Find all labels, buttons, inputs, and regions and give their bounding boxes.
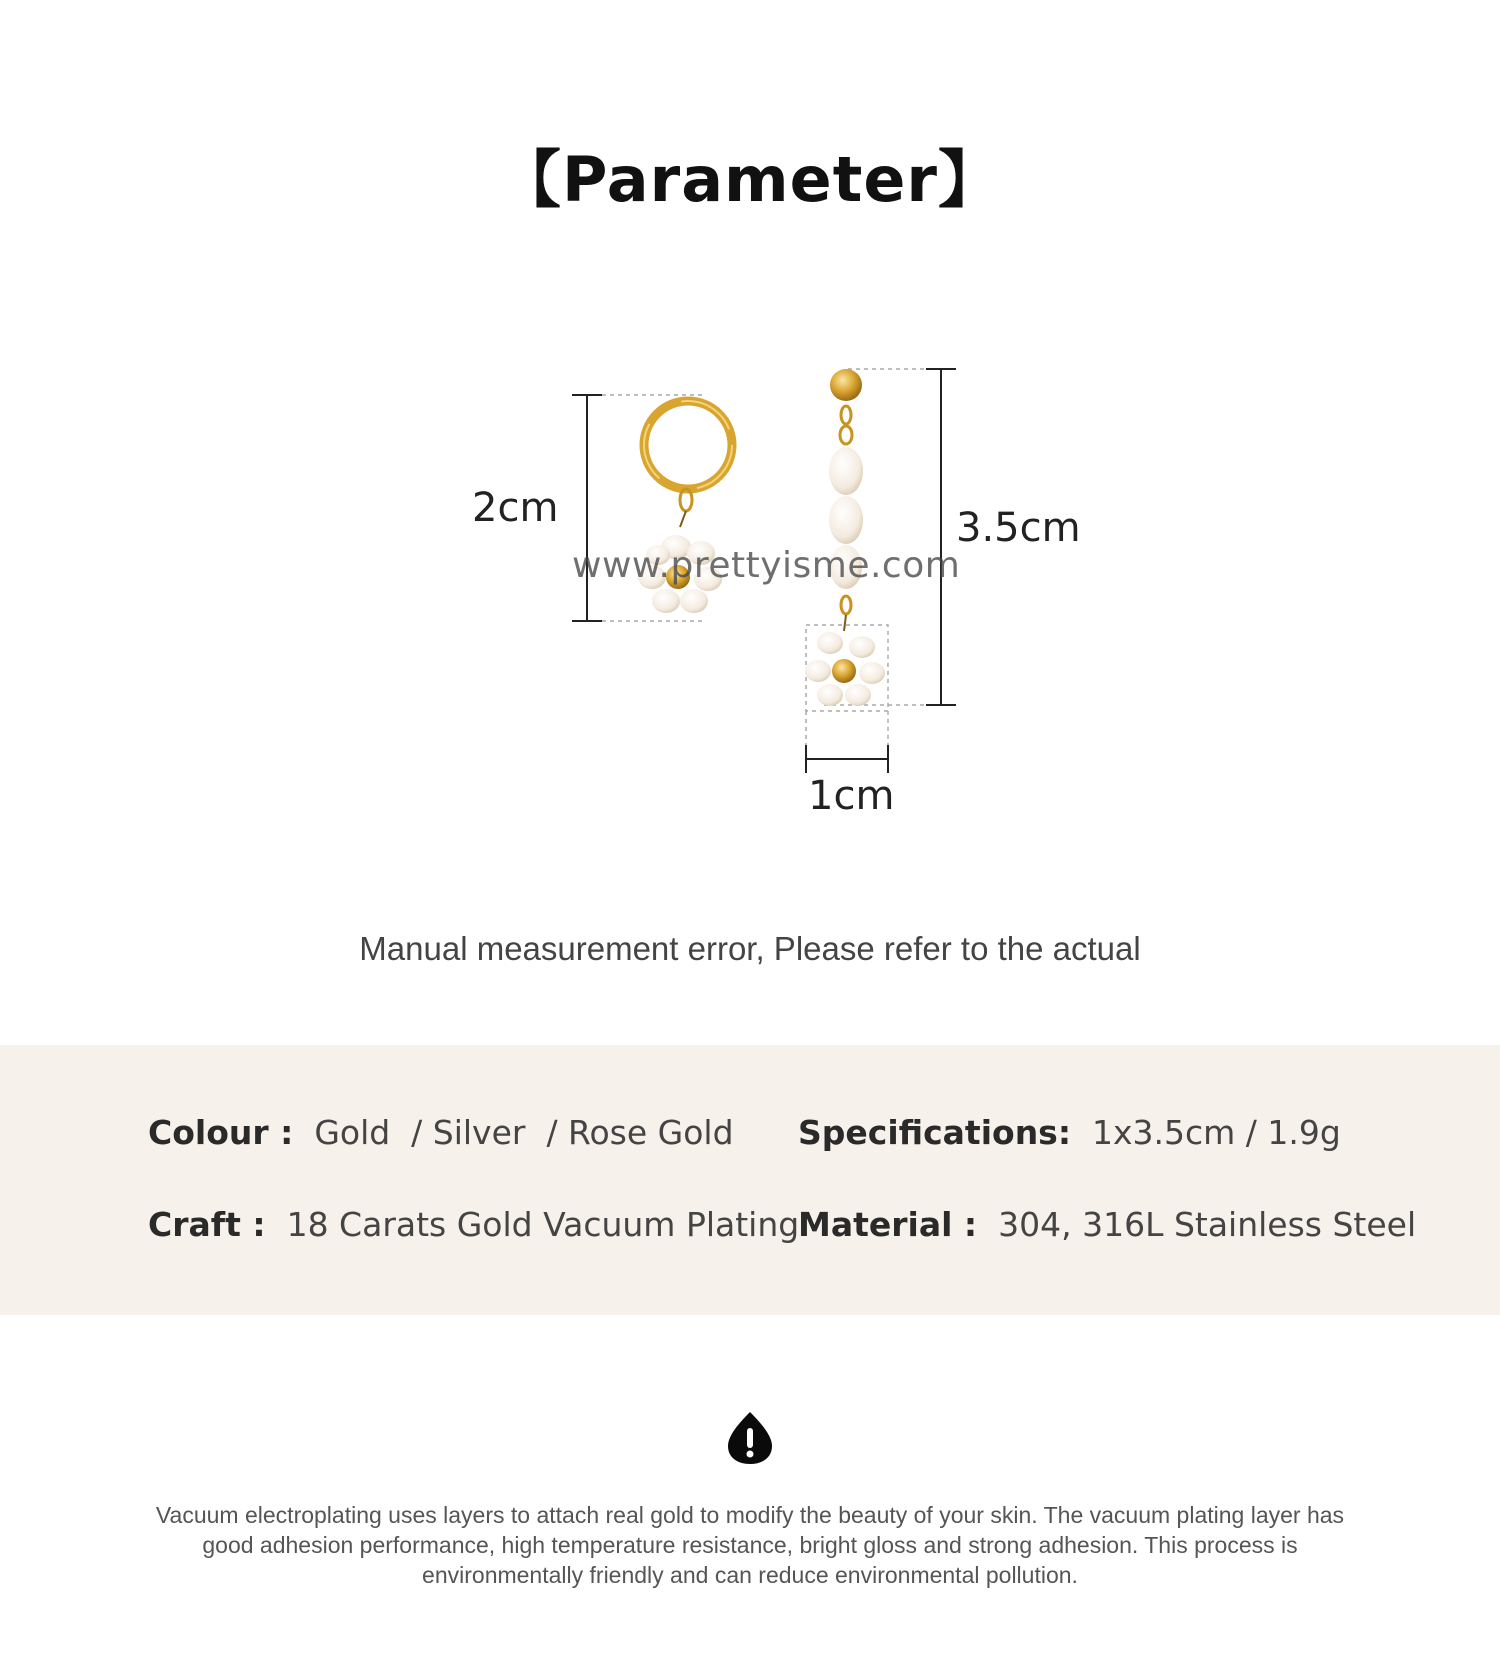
height-label-long: 3.5cm: [956, 505, 1081, 551]
spec-colour: [148, 1113, 734, 1152]
width-bar: [806, 745, 888, 773]
pearl-flower-large: [805, 632, 885, 706]
spec-panel: [0, 1045, 1500, 1315]
spec-craft-label: Craft :: [148, 1205, 266, 1244]
spec-colour-label: Colour :: [148, 1113, 294, 1152]
earrings-illustration: [440, 355, 1100, 835]
page-title: 【Parameter】: [499, 143, 1001, 216]
spec-material: [798, 1205, 1416, 1244]
height-bar-small: [572, 395, 602, 621]
spec-colour-value: Gold / Silver / Rose Gold: [314, 1113, 734, 1152]
watermark: www.prettyisme.com: [572, 545, 961, 586]
height-bar-long: [926, 369, 956, 705]
width-label: 1cm: [808, 773, 895, 819]
plating-disclaimer: Vacuum electroplating uses layers to attach real gold to modify the beauty of your skin. The vacuum plating layer has good adhesion performance, high temperature resistance, bright gloss and strong adhesion. This process is environmentally friendly and can reduce environmental pollution.: [155, 1502, 1345, 1588]
spec-specifications: [798, 1113, 1341, 1152]
earring-dimension-figure: [440, 355, 1100, 835]
spec-craft: [148, 1205, 799, 1244]
spec-specifications-label: Specifications:: [798, 1113, 1072, 1152]
warning-icon: [726, 1410, 774, 1466]
spec-material-value: 304, 316L Stainless Steel: [998, 1205, 1417, 1244]
pearl-drop-earring: [805, 369, 885, 706]
spec-material-label: Material :: [798, 1205, 978, 1244]
spec-specifications-value: 1x3.5cm / 1.9g: [1092, 1113, 1341, 1152]
height-label-small: 2cm: [472, 485, 559, 531]
measurement-note: Manual measurement error, Please refer to the actual: [359, 930, 1141, 967]
spec-craft-value: 18 Carats Gold Vacuum Plating: [286, 1205, 800, 1244]
